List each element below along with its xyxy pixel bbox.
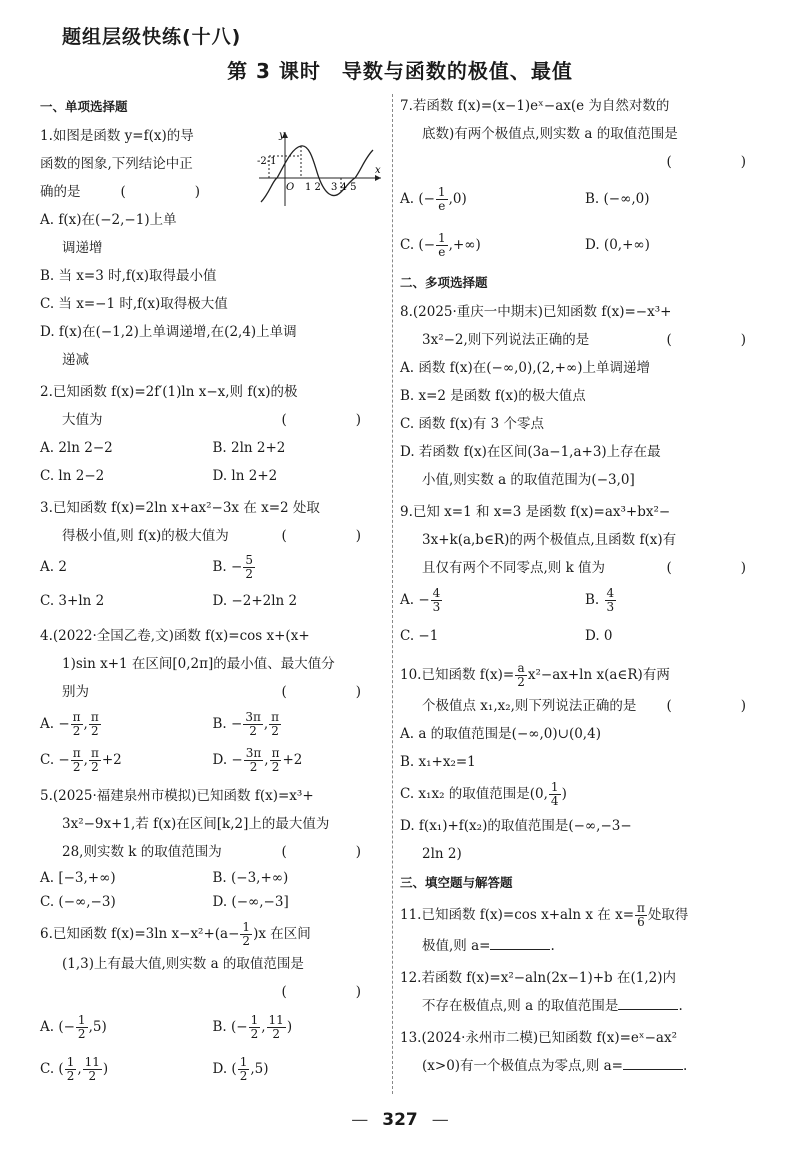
q7-a-frac xyxy=(436,186,448,213)
frac-numerator: 1 xyxy=(438,231,446,245)
frac-numerator: π xyxy=(271,710,280,724)
q6-c-frac-2 xyxy=(83,1056,102,1083)
q3-option-b xyxy=(213,550,386,584)
frac-denominator: 2 xyxy=(90,724,99,738)
q6-b-suffix: ) xyxy=(286,1019,293,1035)
q10-option-a: A. a 的取值范围是(−∞,0)∪(0,4) xyxy=(400,726,601,742)
q6-d-frac xyxy=(238,1056,250,1083)
derivative-graph xyxy=(255,128,385,208)
q6-b-frac-1 xyxy=(249,1014,261,1041)
q3-stem-line-2: 得极小值,则 f(x)的极大值为 xyxy=(62,528,229,544)
q3-option-d: D. −2+2ln 2 xyxy=(212,593,298,609)
q1-stem-line-2: 函数的图象,下列结论中正 xyxy=(40,156,193,172)
frac-denominator: 2 xyxy=(245,567,253,581)
frac-numerator: π xyxy=(637,901,645,915)
q9-stem-line-3: 且仅有两个不同零点,则 k 值为 xyxy=(422,560,606,576)
q6-stem-line-1 xyxy=(40,918,385,950)
lesson-title: 第 3 课时 导数与函数的极值、最值 xyxy=(227,59,573,83)
q6-a-frac xyxy=(76,1014,88,1041)
q10-stem-post: x²−ax+ln x(a∈R)有两 xyxy=(527,667,670,683)
q4-b-frac-1 xyxy=(243,711,263,738)
frac-numerator: 1 xyxy=(250,1013,259,1027)
q2-stem-line-2: 大值为 xyxy=(62,412,103,428)
q12-stem-line-1: 12.若函数 f(x)=x²−aln(2x−1)+b 在(1,2)内 xyxy=(400,970,676,986)
frac-denominator: 2 xyxy=(249,724,257,738)
q6-c-suffix: ) xyxy=(102,1061,109,1077)
frac-denominator: 2 xyxy=(249,760,258,774)
frac-numerator: 1 xyxy=(66,1055,75,1069)
q7-option-c xyxy=(400,222,585,268)
q6-b-comma: , xyxy=(261,1019,266,1035)
question-2 xyxy=(40,378,385,490)
q9-option-a xyxy=(400,582,585,618)
q4-answer-paren: ( ) xyxy=(281,684,375,700)
frac-numerator: 3π xyxy=(245,710,261,724)
frac-denominator: 6 xyxy=(637,915,645,929)
q4-a-comma: , xyxy=(83,716,88,732)
q7-stem-line-2: 底数)有两个极值点,则实数 a 的取值范围是 xyxy=(422,126,678,142)
graph-x-label: x xyxy=(375,165,381,176)
q10-stem-line-1 xyxy=(400,658,770,692)
q2-stem-line-1: 2.已知函数 f(x)=2f′(1)ln x−x,则 f(x)的极 xyxy=(40,384,298,400)
q1-option-a-line-2: 调递增 xyxy=(62,240,103,256)
q7-c-suffix: ,+∞) xyxy=(448,237,481,253)
q5-stem-line-2: 3x²−9x+1,若 f(x)在区间[k,2]上的最大值为 xyxy=(62,816,330,832)
q11-stem-frac xyxy=(635,902,647,929)
q13-answer-blank[interactable] xyxy=(623,1055,683,1070)
frac-numerator: π xyxy=(90,710,99,724)
q4-d-frac-1 xyxy=(244,747,264,774)
q10-c-suffix: ) xyxy=(561,786,567,802)
q10-stem-frac xyxy=(515,662,527,689)
q4-d-prefix: D. − xyxy=(212,752,243,768)
left-column xyxy=(40,92,385,1091)
q13-stem-line-1: 13.(2024·永州市二模)已知函数 f(x)=eˣ−ax² xyxy=(400,1030,677,1046)
frac-denominator: 2 xyxy=(72,724,81,738)
frac-denominator: 2 xyxy=(271,724,279,738)
section-title-single-choice: 一、单项选择题 xyxy=(40,99,128,114)
q9-option-c: C. −1 xyxy=(400,628,439,644)
frac-denominator: 2 xyxy=(272,1027,280,1041)
q5-option-c: C. (−∞,−3) xyxy=(40,894,116,910)
q6-option-c xyxy=(40,1048,213,1090)
q4-b-frac-2 xyxy=(269,711,281,738)
graph-y-label: y xyxy=(279,130,285,141)
q3-option-c: C. 3+ln 2 xyxy=(40,593,105,609)
q10-option-b: B. x₁+x₂=1 xyxy=(400,754,476,770)
page-number: 327 xyxy=(382,1110,418,1130)
graph-origin-label: O xyxy=(286,182,295,193)
q4-stem-line-2: 1)sin x+1 在区间[0,2π]的最小值、最大值分 xyxy=(62,656,335,672)
frac-denominator: 2 xyxy=(91,760,99,774)
frac-numerator: π xyxy=(72,710,81,724)
q6-c-frac-1 xyxy=(65,1056,77,1083)
q7-c-prefix: C. (− xyxy=(400,237,436,253)
q6-stem-post: )x 在区间 xyxy=(253,926,311,942)
frac-denominator: 2 xyxy=(66,1069,75,1083)
frac-denominator: 2 xyxy=(72,760,81,774)
q10-c-frac xyxy=(549,781,561,808)
exercise-series-title: 题组层级快练(十八) xyxy=(62,26,242,48)
q2-option-c: C. ln 2−2 xyxy=(40,468,105,484)
frac-denominator: 2 xyxy=(271,760,280,774)
page-footer xyxy=(0,1110,800,1130)
q4-b-prefix: B. − xyxy=(212,716,243,732)
frac-numerator: 4 xyxy=(606,586,615,600)
question-10 xyxy=(400,658,770,868)
section-title-multi-choice: 二、多项选择题 xyxy=(400,275,488,290)
q3-option-b-fraction xyxy=(243,554,255,581)
question-9 xyxy=(400,498,770,654)
q8-option-c: C. 函数 f(x)有 3 个零点 xyxy=(400,416,545,432)
derivative-graph-svg xyxy=(255,128,385,208)
q8-option-b: B. x=2 是函数 f(x)的极大值点 xyxy=(400,388,586,404)
q6-stem-pre: 6.已知函数 f(x)=3ln x−x²+(a− xyxy=(40,926,240,942)
q5-answer-paren: ( ) xyxy=(281,844,375,860)
q12-answer-blank[interactable] xyxy=(618,995,678,1010)
q6-d-prefix: D. ( xyxy=(212,1061,237,1077)
frac-denominator: 2 xyxy=(250,1027,259,1041)
q8-answer-paren: ( ) xyxy=(666,332,760,348)
q5-option-b: B. (−3,+∞) xyxy=(212,870,289,886)
q4-c-frac-1 xyxy=(71,747,83,774)
question-1 xyxy=(40,122,385,374)
q12-stem-line-2: 不存在极值点,则 a 的取值范围是 xyxy=(422,998,619,1014)
q1-option-b: B. 当 x=3 时,f(x)取得最小值 xyxy=(40,268,217,284)
q4-stem-line-1: 4.(2022·全国乙卷,文)函数 f(x)=cos x+(x+ xyxy=(40,628,310,644)
frac-numerator: 1 xyxy=(550,780,559,794)
q6-option-d xyxy=(213,1048,386,1090)
q7-a-prefix: A. (− xyxy=(400,191,435,207)
q4-d-suffix: +2 xyxy=(282,752,303,768)
q4-option-c xyxy=(40,742,213,778)
q6-option-a xyxy=(40,1006,213,1048)
footer-dash-left: — xyxy=(351,1110,369,1130)
q8-option-d-line-1: D. 若函数 f(x)在区间(3a−1,a+3)上存在最 xyxy=(400,444,661,460)
frac-numerator: π xyxy=(72,746,81,760)
question-12 xyxy=(400,964,770,1020)
q10-option-d-line-1: D. f(x₁)+f(x₂)的取值范围是(−∞,−3− xyxy=(400,818,632,834)
q5-option-d: D. (−∞,−3] xyxy=(212,894,289,910)
q3-option-a: A. 2 xyxy=(40,559,67,575)
q2-option-a: A. 2ln 2−2 xyxy=(40,440,113,456)
q10-option-d-line-2: 2ln 2) xyxy=(422,846,462,862)
frac-numerator: 1 xyxy=(77,1013,86,1027)
q11-stem-period: . xyxy=(550,938,555,954)
q4-option-a xyxy=(40,706,213,742)
q9-answer-paren: ( ) xyxy=(666,560,760,576)
q1-option-d-line-1: D. f(x)在(−1,2)上单调递增,在(2,4)上单调 xyxy=(40,324,297,340)
q10-stem-pre: 10.已知函数 f(x)= xyxy=(400,667,515,683)
q7-stem-line-1: 7.若函数 f(x)=(x−1)eˣ−ax(e 为自然对数的 xyxy=(400,98,670,114)
question-5 xyxy=(40,782,385,914)
question-3 xyxy=(40,494,385,618)
q4-b-comma: , xyxy=(263,716,269,732)
q9-option-b xyxy=(585,582,770,618)
q2-answer-paren: ( ) xyxy=(281,412,375,428)
frac-denominator: 2 xyxy=(242,934,251,948)
frac-denominator: 2 xyxy=(517,675,525,689)
frac-numerator: 1 xyxy=(239,1055,248,1069)
frac-denominator: 2 xyxy=(239,1069,248,1083)
q1-answer-paren: ( ) xyxy=(120,184,215,200)
q7-option-a xyxy=(400,176,585,222)
q6-answer-paren: ( ) xyxy=(281,984,375,1000)
frac-denominator: e xyxy=(438,245,446,259)
question-13 xyxy=(400,1024,770,1080)
frac-denominator: 2 xyxy=(77,1027,86,1041)
q8-stem-line-1: 8.(2025·重庆一中期末)已知函数 f(x)=−x³+ xyxy=(400,304,672,320)
graph-right-ticks: 1 2 xyxy=(305,182,321,193)
q4-c-frac-2 xyxy=(89,747,101,774)
q4-a-prefix: A. − xyxy=(40,716,70,732)
q9-stem-line-2: 3x+k(a,b∈R)的两个极值点,且函数 f(x)有 xyxy=(422,532,677,548)
frac-numerator: 1 xyxy=(437,185,446,199)
q6-b-frac-2 xyxy=(267,1014,286,1041)
frac-denominator: 4 xyxy=(550,794,559,808)
q4-option-d xyxy=(213,742,386,778)
frac-numerator: π xyxy=(271,746,280,760)
q9-b-frac xyxy=(605,587,617,614)
section-title-fill-blank: 三、填空题与解答题 xyxy=(400,875,513,890)
question-6 xyxy=(40,918,385,1090)
graph-far-ticks: 3 4 5 xyxy=(331,182,357,193)
q10-answer-paren: ( ) xyxy=(666,698,760,714)
q3-option-b-sign: B. − xyxy=(212,559,243,575)
footer-dash-right: — xyxy=(431,1110,449,1130)
frac-numerator: 1 xyxy=(242,920,251,934)
q4-d-frac-2 xyxy=(270,747,282,774)
q4-d-comma: , xyxy=(264,752,269,768)
q7-option-b: B. (−∞,0) xyxy=(585,191,650,207)
q13-stem-line-2: (x>0)有一个极值点为零点,则 a= xyxy=(422,1058,623,1074)
q7-a-suffix: ,0) xyxy=(448,191,467,207)
q10-c-prefix: C. x₁x₂ 的取值范围是(0, xyxy=(400,786,548,802)
q7-answer-paren: ( ) xyxy=(666,154,760,170)
q9-a-frac xyxy=(431,587,443,614)
frac-denominator: 3 xyxy=(606,600,615,614)
q7-c-frac xyxy=(436,232,448,259)
frac-numerator: π xyxy=(90,746,99,760)
q13-stem-period: . xyxy=(683,1058,688,1074)
q4-c-comma: , xyxy=(83,752,88,768)
q11-answer-blank[interactable] xyxy=(490,935,550,950)
q10-option-c xyxy=(400,776,770,812)
q9-b-prefix: B. xyxy=(585,592,604,608)
question-8 xyxy=(400,298,770,494)
frac-denominator: e xyxy=(438,199,446,213)
q8-stem-line-2: 3x²−2,则下列说法正确的是 xyxy=(422,332,590,348)
q6-stem-frac xyxy=(240,921,252,948)
q6-c-comma: , xyxy=(77,1061,82,1077)
q6-d-suffix: ,5) xyxy=(250,1061,269,1077)
q10-stem-line-2: 个极值点 x₁,x₂,则下列说法正确的是 xyxy=(422,698,637,714)
q7-option-d: D. (0,+∞) xyxy=(585,237,650,253)
frac-numerator: 5 xyxy=(245,553,253,567)
graph-left-ticks: -2-1 xyxy=(257,156,277,167)
q1-stem-line-3: 确的是 xyxy=(40,184,81,200)
frac-numerator: 11 xyxy=(84,1055,100,1069)
frac-numerator: 4 xyxy=(432,586,441,600)
q11-stem-pre: 11.已知函数 f(x)=cos x+aln x 在 x= xyxy=(400,907,635,923)
frac-numerator: a xyxy=(515,662,527,676)
q5-stem-line-3: 28,则实数 k 的取值范围为 xyxy=(62,844,222,860)
right-column xyxy=(400,92,770,1091)
q4-a-frac-1 xyxy=(71,711,83,738)
q5-option-a: A. [−3,+∞) xyxy=(40,870,116,886)
q8-option-a: A. 函数 f(x)在(−∞,0),(2,+∞)上单调递增 xyxy=(400,360,651,376)
q2-option-b: B. 2ln 2+2 xyxy=(212,440,286,456)
q4-c-prefix: C. − xyxy=(40,752,70,768)
question-7 xyxy=(400,92,770,268)
q5-stem-line-1: 5.(2025·福建泉州市模拟)已知函数 f(x)=x³+ xyxy=(40,788,314,804)
q4-a-frac-2 xyxy=(89,711,101,738)
q12-stem-period: . xyxy=(678,998,683,1014)
q1-option-a-line-1: A. f(x)在(−2,−1)上单 xyxy=(40,212,177,228)
question-11 xyxy=(400,898,770,960)
q6-b-prefix: B. (− xyxy=(212,1019,248,1035)
q1-option-c: C. 当 x=−1 时,f(x)取得极大值 xyxy=(40,296,228,312)
frac-numerator: 3π xyxy=(245,746,262,760)
q6-a-suffix: ,5) xyxy=(88,1019,107,1035)
frac-denominator: 3 xyxy=(432,600,441,614)
q2-option-d: D. ln 2+2 xyxy=(212,468,278,484)
column-divider xyxy=(392,94,393,1094)
q4-stem-line-3: 别为 xyxy=(62,684,89,700)
q9-option-d: D. 0 xyxy=(585,628,613,644)
q11-stem-line-1 xyxy=(400,898,770,932)
q3-stem-line-1: 3.已知函数 f(x)=2ln x+ax²−3x 在 x=2 处取 xyxy=(40,500,320,516)
q4-c-suffix: +2 xyxy=(101,752,122,768)
q9-stem-line-1: 9.已知 x=1 和 x=3 是函数 f(x)=ax³+bx²− xyxy=(400,504,671,520)
q11-stem-post: 处取得 xyxy=(647,907,689,923)
q6-option-b xyxy=(213,1006,386,1048)
question-4 xyxy=(40,622,385,778)
q3-answer-paren: ( ) xyxy=(281,528,375,544)
q6-stem-line-2: (1,3)上有最大值,则实数 a 的取值范围是 xyxy=(62,956,304,972)
q6-c-prefix: C. ( xyxy=(40,1061,64,1077)
frac-numerator: 11 xyxy=(268,1013,284,1027)
q6-a-prefix: A. (− xyxy=(40,1019,75,1035)
q8-option-d-line-2: 小值,则实数 a 的取值范围为(−3,0] xyxy=(422,472,635,488)
q11-stem-line-2: 极值,则 a= xyxy=(422,938,491,954)
frac-denominator: 2 xyxy=(88,1069,97,1083)
q1-stem-line-1: 1.如图是函数 y=f(x)的导 xyxy=(40,128,194,144)
q9-a-prefix: A. − xyxy=(400,592,430,608)
q4-option-b xyxy=(213,706,386,742)
q1-option-d-line-2: 递减 xyxy=(62,352,89,368)
